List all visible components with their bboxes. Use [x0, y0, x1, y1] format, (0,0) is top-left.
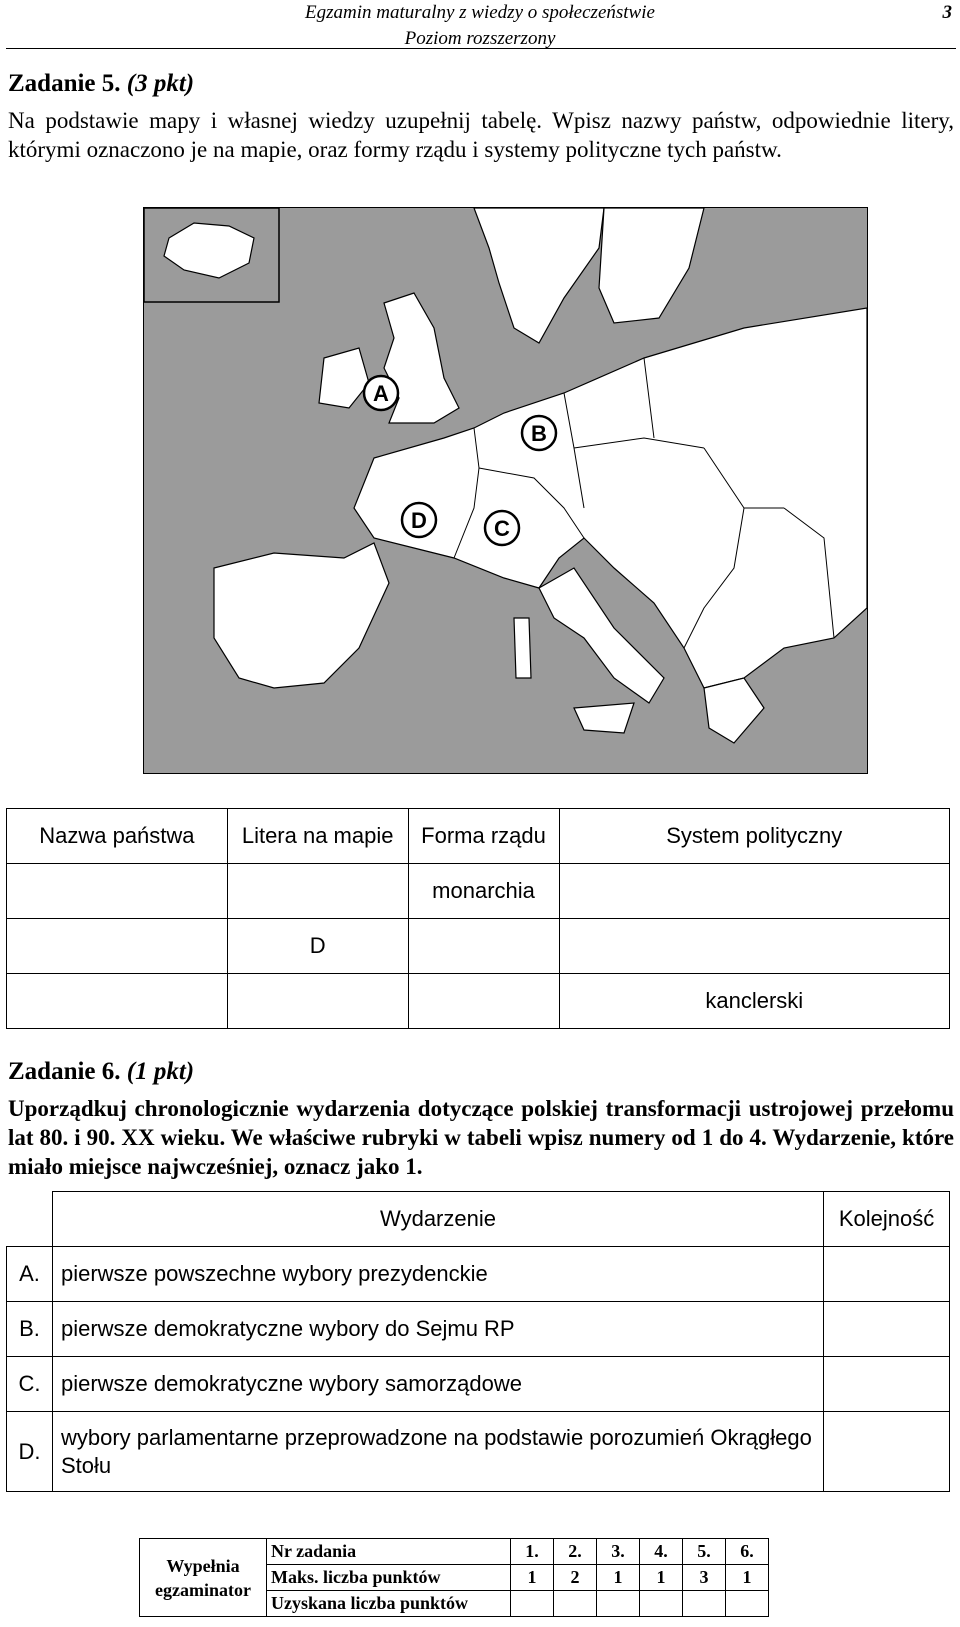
max-points: 1	[511, 1565, 554, 1591]
score-cell[interactable]	[597, 1591, 640, 1617]
col-header-event: Wydarzenie	[52, 1192, 823, 1247]
score-cell[interactable]	[726, 1591, 769, 1617]
greece-shape	[704, 678, 764, 743]
col-header-system: System polityczny	[559, 809, 950, 864]
task6-instruction: Uporządkuj chronologicznie wydarzenia dotyczące polskiej transformacji ustrojowej przełomu lat 80. i 90. XX wieku. We właściwe rubryki w tabeli wpisz numery od 1 do 4. Wydarzenie, które miało miejsce najwcześniej, oznacz jako 1.	[8, 1096, 954, 1179]
answer-cell[interactable]	[408, 974, 559, 1029]
answer-cell[interactable]	[7, 974, 228, 1029]
order-cell[interactable]	[824, 1247, 950, 1302]
header-divider	[6, 48, 956, 49]
task6-header-row	[7, 1192, 950, 1247]
map-marker-b	[522, 416, 556, 450]
score-cell[interactable]	[511, 1591, 554, 1617]
task-number: 4.	[640, 1539, 683, 1565]
given-cell: D	[227, 919, 408, 974]
examiner-table	[139, 1538, 769, 1617]
col-header-government: Forma rządu	[408, 809, 559, 864]
task6-heading	[8, 1058, 194, 1086]
max-points: 1	[640, 1565, 683, 1591]
corner-cell	[7, 1192, 53, 1247]
scandinavia-shape	[474, 208, 604, 343]
col-header-letter: Litera na mapie	[227, 809, 408, 864]
event-letter: A.	[7, 1247, 53, 1302]
row-label-task: Nr zadania	[267, 1539, 511, 1565]
table-row	[7, 1357, 950, 1412]
order-cell[interactable]	[824, 1357, 950, 1412]
task-number: 2.	[554, 1539, 597, 1565]
sicily-shape	[574, 703, 634, 733]
task6-table	[6, 1191, 950, 1492]
task6-points: (1 pkt)	[126, 1058, 195, 1085]
map-drawing	[144, 208, 867, 773]
table-row	[7, 1412, 950, 1492]
map-letter-a: A	[373, 381, 389, 406]
map-letter-c: C	[494, 516, 510, 541]
event-text: pierwsze demokratyczne wybory samorządowe	[52, 1357, 823, 1412]
examiner-label-line1: Wypełnia	[166, 1555, 240, 1576]
max-points: 2	[554, 1565, 597, 1591]
max-points: 1	[726, 1565, 769, 1591]
answer-cell[interactable]	[559, 919, 950, 974]
europe-map	[143, 207, 868, 774]
task-number: 1.	[511, 1539, 554, 1565]
task5-table	[6, 808, 950, 1029]
page-header	[0, 0, 960, 52]
score-cell[interactable]	[554, 1591, 597, 1617]
table-row	[7, 974, 950, 1029]
given-cell: monarchia	[408, 864, 559, 919]
answer-cell[interactable]	[559, 864, 950, 919]
row-label-got: Uzyskana liczba punktów	[267, 1591, 511, 1617]
answer-cell[interactable]	[7, 919, 228, 974]
col-header-country: Nazwa państwa	[7, 809, 228, 864]
task6-title: Zadanie 6.	[8, 1058, 121, 1085]
map-letter-b: B	[531, 421, 547, 446]
task5-heading	[8, 70, 194, 98]
exam-title: Egzamin maturalny z wiedzy o społeczeństwie	[305, 2, 655, 23]
exam-level: Poziom rozszerzony	[404, 28, 556, 49]
given-cell: kanclerski	[559, 974, 950, 1029]
sardinia-shape	[514, 618, 531, 678]
task5-header-row	[7, 809, 950, 864]
examiner-label-line2: egzaminator	[155, 1579, 251, 1600]
task5-title: Zadanie 5.	[8, 70, 121, 97]
max-points: 1	[597, 1565, 640, 1591]
answer-cell[interactable]	[227, 864, 408, 919]
iberia-shape	[214, 543, 389, 688]
task-number: 6.	[726, 1539, 769, 1565]
event-text: wybory parlamentarne przeprowadzone na podstawie porozumień Okrągłego Stołu	[52, 1412, 823, 1492]
task-number: 3.	[597, 1539, 640, 1565]
table-row	[7, 919, 950, 974]
event-letter: C.	[7, 1357, 53, 1412]
table-row	[7, 1302, 950, 1357]
examiner-row-task	[140, 1539, 769, 1565]
table-row	[7, 864, 950, 919]
order-cell[interactable]	[824, 1302, 950, 1357]
task5-instruction: Na podstawie mapy i własnej wiedzy uzupełnij tabelę. Wpisz nazwy państw, odpowiednie litery, którymi oznaczono je na mapie, oraz formy rządu i systemy polityczne tych państw.	[8, 108, 954, 162]
map-marker-a	[364, 376, 398, 410]
event-letter: B.	[7, 1302, 53, 1357]
answer-cell[interactable]	[7, 864, 228, 919]
col-header-order: Kolejność	[824, 1192, 950, 1247]
page-number: 3	[942, 2, 952, 23]
answer-cell[interactable]	[227, 974, 408, 1029]
ireland-shape	[319, 348, 369, 408]
task5-points: (3 pkt)	[126, 70, 195, 97]
score-cell[interactable]	[683, 1591, 726, 1617]
finland-shape	[599, 208, 704, 323]
map-letter-d: D	[411, 508, 427, 533]
answer-cell[interactable]	[408, 919, 559, 974]
task-number: 5.	[683, 1539, 726, 1565]
score-cell[interactable]	[640, 1591, 683, 1617]
event-text: pierwsze powszechne wybory prezydenckie	[52, 1247, 823, 1302]
map-marker-c	[485, 511, 519, 545]
max-points: 3	[683, 1565, 726, 1591]
event-letter: D.	[7, 1412, 53, 1492]
order-cell[interactable]	[824, 1412, 950, 1492]
event-text: pierwsze demokratyczne wybory do Sejmu RP	[52, 1302, 823, 1357]
map-marker-d	[402, 503, 436, 537]
table-row	[7, 1247, 950, 1302]
examiner-label	[140, 1539, 267, 1617]
row-label-max: Maks. liczba punktów	[267, 1565, 511, 1591]
